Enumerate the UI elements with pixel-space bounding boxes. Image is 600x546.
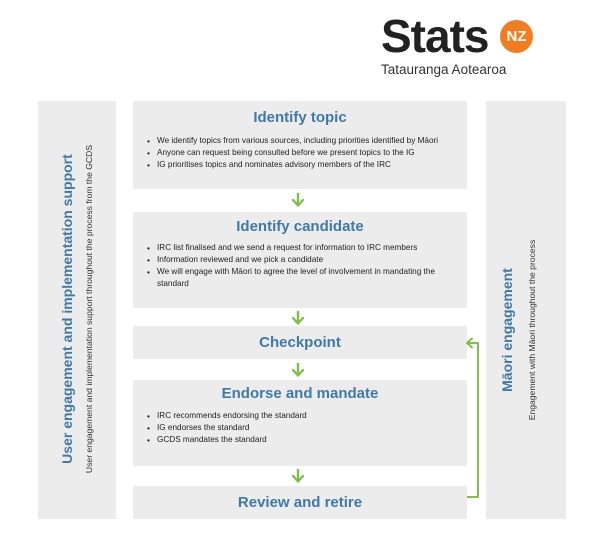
flow-arrow-icon	[292, 311, 304, 325]
user-engagement-subtitle: User engagement and implementation support throughout the process from the GCDS	[84, 144, 94, 474]
flow-arrow-icon	[292, 363, 304, 377]
step-title: Review and retire	[237, 494, 363, 511]
bullet-item: • Information reviewed and we pick a candidate	[147, 254, 459, 266]
maori-engagement-subtitle: Engagement with Māori throughout the process	[527, 239, 537, 421]
step-title: Endorse and mandate	[221, 385, 379, 402]
step-endorse-and-mandate	[133, 380, 467, 466]
bullet-item: • We will engage with Māori to agree the level of involvement in mandating the standard	[147, 266, 459, 290]
step-title: Checkpoint	[259, 334, 341, 351]
step-title: Identify topic	[253, 109, 347, 126]
maori-engagement-panel	[486, 101, 566, 519]
logo-wordmark: Stats	[381, 10, 489, 62]
bullet-item: • GCDS mandates the standard	[147, 434, 459, 446]
maori-engagement-title: Māori engagement	[499, 268, 515, 392]
flow-arrow-icon	[292, 193, 304, 207]
bullet-item: • IRC recommends endorsing the standard	[147, 410, 459, 422]
user-engagement-title: User engagement and implementation support	[59, 154, 75, 464]
bullet-item: • Anyone can request being consulted before we present topics to the IG	[147, 147, 459, 159]
step-bullets	[133, 242, 467, 290]
bullet-item: • IG prioritises topics and nominates advisory members of the IRC	[147, 159, 459, 171]
step-identify-topic	[133, 101, 467, 189]
feedback-loop-arrow-icon	[463, 335, 485, 501]
step-checkpoint	[133, 326, 467, 359]
bullet-item: • We identify topics from various sources, including priorities identified by Māori	[147, 135, 459, 147]
bullet-item: • IG endorses the standard	[147, 422, 459, 434]
logo-tagline: Tatauranga Aotearoa	[381, 62, 507, 77]
step-review-and-retire	[133, 486, 467, 519]
logo-badge: NZ	[500, 20, 533, 53]
step-bullets	[133, 135, 467, 171]
step-identify-candidate	[133, 212, 467, 308]
bullet-item: • IRC list finalised and we send a request for information to IRC members	[147, 242, 459, 254]
step-bullets	[133, 410, 467, 446]
user-engagement-panel	[38, 101, 116, 519]
step-title: Identify candidate	[236, 218, 364, 235]
flow-arrow-icon	[292, 469, 304, 483]
stats-nz-logo	[381, 10, 541, 77]
